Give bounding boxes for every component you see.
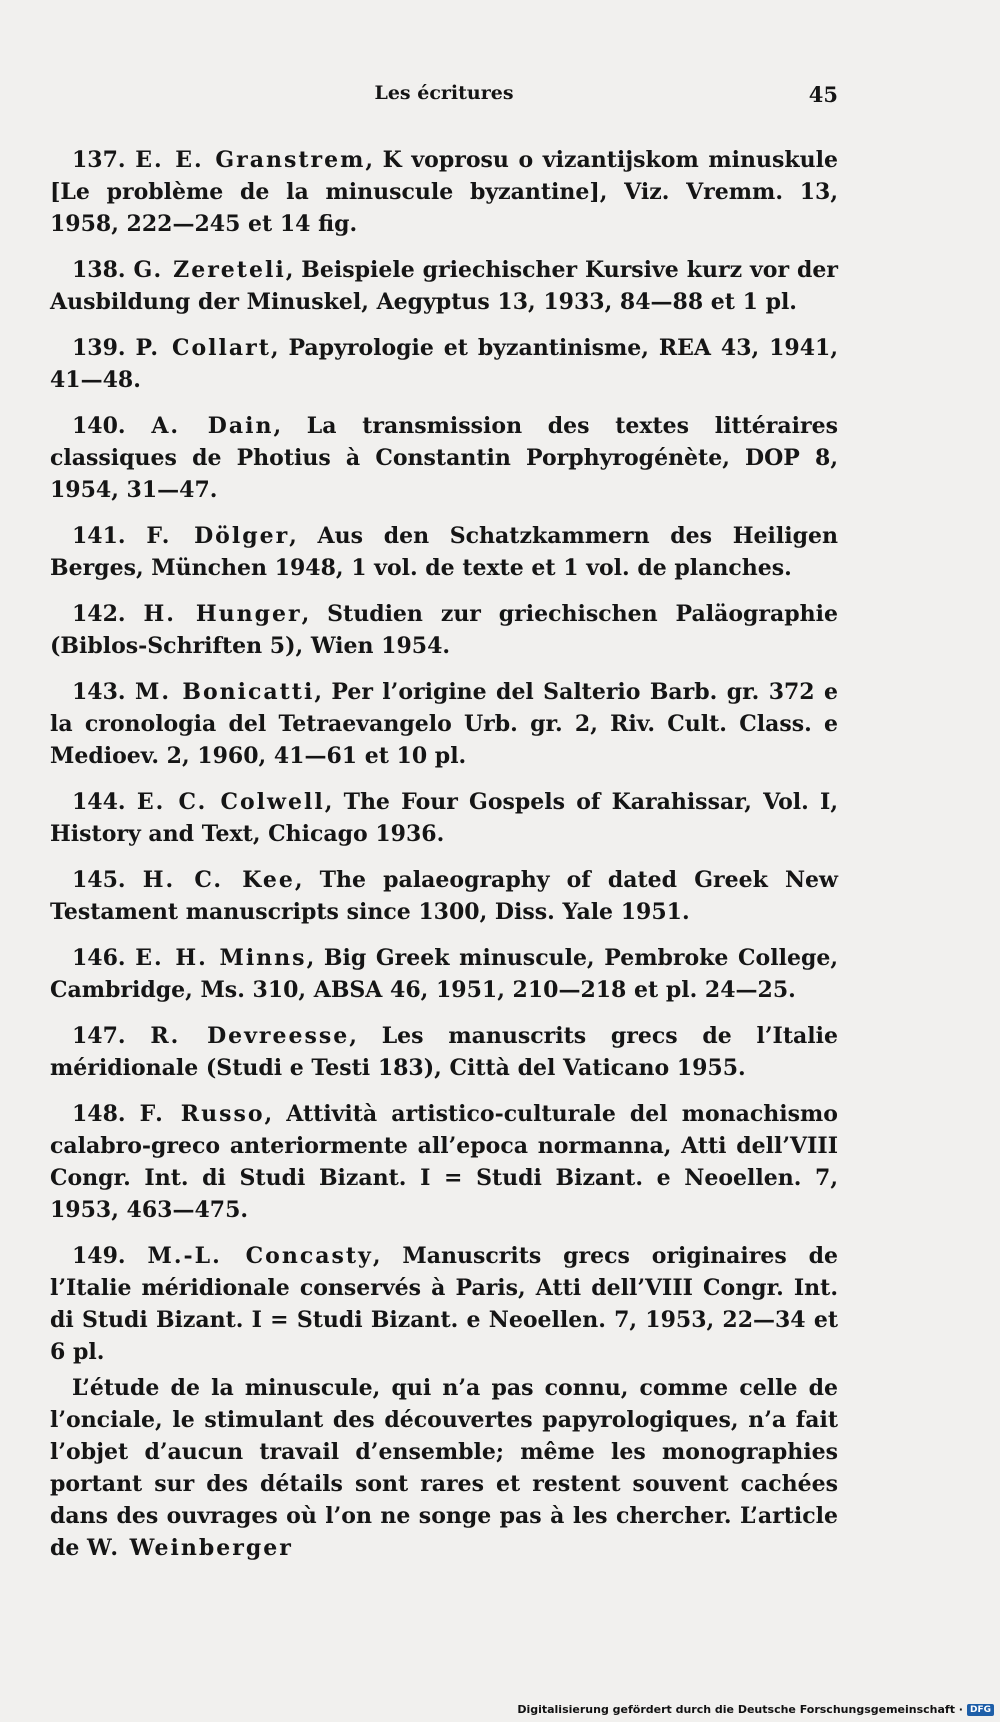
bibliography-entry: 148. F. Russo, Attività artistico-culturale del monachismo calabro-greco anteriormente all’epoca normanna, Atti dell’VIII Congr. Int. di Studi Bizant. I = Studi Bizant. e Neoellen. 7, 1953, 463—475. bbox=[50, 1101, 838, 1223]
entry-author: F. Russo bbox=[139, 1101, 265, 1127]
entry-author: E. C. Colwell bbox=[136, 789, 325, 815]
running-title: Les écritures bbox=[374, 82, 514, 104]
bibliography-entry: 145. H. C. Kee, The palaeography of dated Greek New Testament manuscripts since 1300, Diss. Yale 1951. bbox=[50, 867, 838, 925]
paragraph-author: W. Weinberger bbox=[87, 1535, 293, 1561]
entry-author: E. H. Minns bbox=[135, 945, 307, 971]
entry-author: M.-L. Concasty bbox=[147, 1243, 373, 1269]
bibliography-entry: 146. E. H. Minns, Big Greek minuscule, Pembroke College, Cambridge, Ms. 310, ABSA 46, 1951, 210—218 et pl. 24—25. bbox=[50, 945, 838, 1003]
entry-author: M. Bonicatti bbox=[134, 679, 315, 705]
entry-author: F. Dölger bbox=[146, 523, 290, 549]
digitization-footer bbox=[517, 1703, 994, 1716]
footer-text: Digitalisierung gefördert durch die Deutsche Forschungsgemeinschaft · bbox=[517, 1703, 963, 1716]
entry-author: E. E. Granstrem bbox=[135, 147, 366, 173]
bibliography-entry: 143. M. Bonicatti, Per l’origine del Salterio Barb. gr. 372 e la cronologia del Tetraevangelo Urb. gr. 2, Riv. Cult. Class. e Medioev. 2, 1960, 41—61 et 10 pl. bbox=[50, 679, 838, 769]
bibliography-entry: 141. F. Dölger, Aus den Schatzkammern des Heiligen Berges, München 1948, 1 vol. de texte et 1 vol. de planches. bbox=[50, 523, 838, 581]
bibliography-entry: 147. R. Devreesse, Les manuscrits grecs de l’Italie méridionale (Studi e Testi 183), Città del Vaticano 1955. bbox=[50, 1023, 838, 1081]
bibliography-entry: 149. M.-L. Concasty, Manuscrits grecs originaires de l’Italie méridionale conservés à Paris, Atti dell’VIII Congr. Int. di Studi Bizant. I = Studi Bizant. e Neoellen. 7, 1953, 22—34 et 6 pl. bbox=[50, 1243, 839, 1365]
bibliography-entry: 144. E. C. Colwell, The Four Gospels of Karahissar, Vol. I, History and Text, Chicago 1936. bbox=[50, 789, 838, 847]
page bbox=[50, 70, 838, 1564]
bibliography-entry: 139. P. Collart, Papyrologie et byzantinisme, REA 43, 1941, 41—48. bbox=[50, 335, 838, 393]
entry-author: G. Zereteli bbox=[133, 257, 286, 283]
bibliography-entry: 138. G. Zereteli, Beispiele griechischer Kursive kurz vor der Ausbildung der Minuskel, Aegyptus 13, 1933, 84—88 et 1 pl. bbox=[50, 257, 838, 315]
dfg-logo-icon: DFG bbox=[967, 1704, 994, 1716]
entry-author: A. Dain bbox=[151, 413, 274, 439]
bibliography-entry: 140. A. Dain, La transmission des textes littéraires classiques de Photius à Constantin Porphyrogénète, DOP 8, 1954, 31—47. bbox=[50, 413, 838, 503]
bibliography-entry: 137. E. E. Granstrem, K voprosu o vizantijskom minuskule [Le problème de la minuscule byzantine], Viz. Vremm. 13, 1958, 222—245 et 14 fig. bbox=[50, 147, 838, 237]
page-number: 45 bbox=[808, 82, 838, 107]
entry-author: R. Devreesse bbox=[150, 1023, 350, 1049]
entry-author: P. Collart bbox=[135, 335, 271, 361]
body-paragraph: L’étude de la minuscule, qui n’a pas connu, comme celle de l’onciale, le stimulant des découvertes papyrologiques, n’a fait l’objet d’aucun travail d’ensemble; même les monographies portant sur des détails sont rares et restent souvent cachées dans des ouvrages où l’on ne songe pas à les chercher. L’article de W. Weinberger bbox=[50, 1375, 838, 1561]
entry-author: H. C. Kee bbox=[142, 867, 295, 893]
bibliography-list bbox=[50, 144, 838, 1368]
entry-author: H. Hunger bbox=[143, 601, 302, 627]
bibliography-entry: 142. H. Hunger, Studien zur griechischen Paläographie (Biblos-Schriften 5), Wien 1954. bbox=[50, 601, 838, 659]
page-header bbox=[50, 70, 838, 116]
